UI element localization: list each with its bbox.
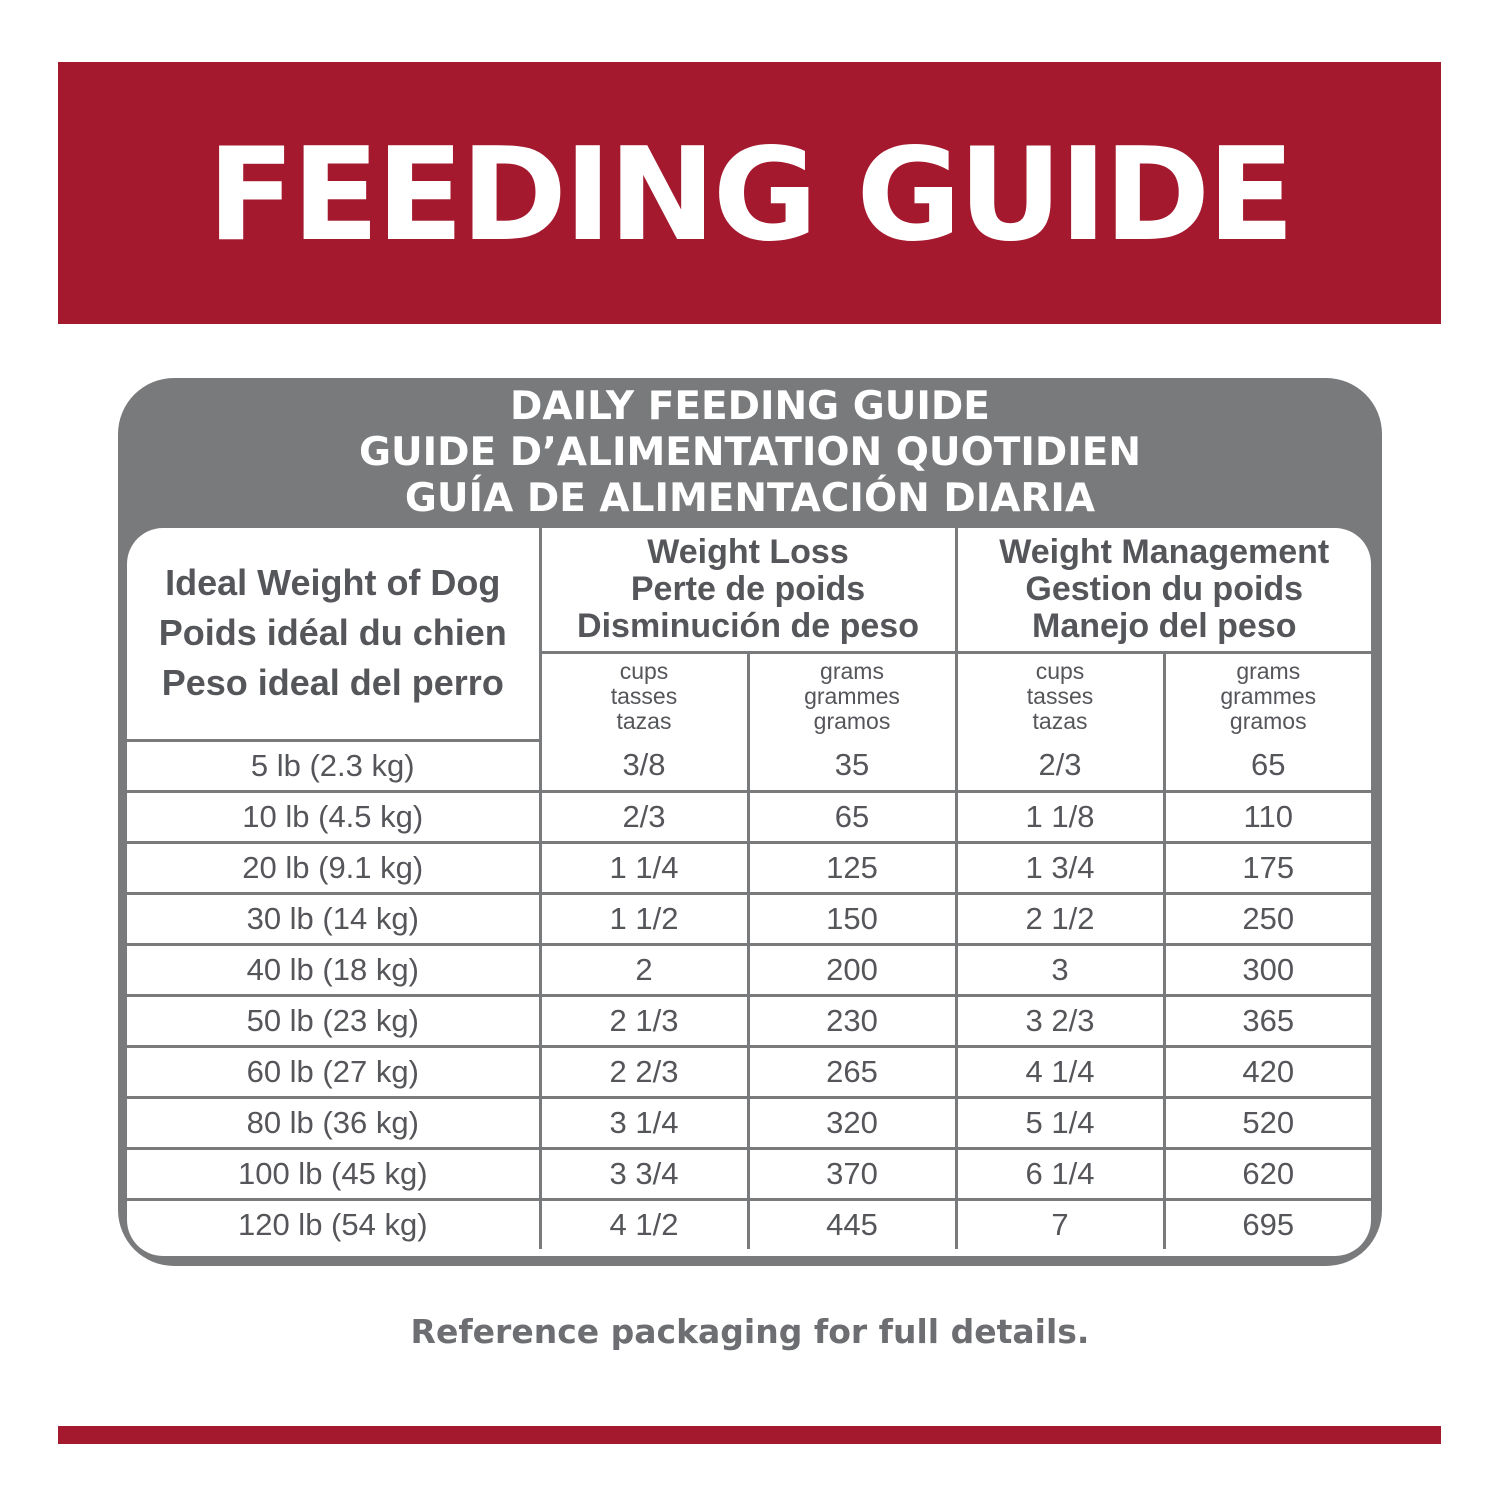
page-title: FEEDING GUIDE [207, 121, 1292, 270]
mgmt-grams-cell: 695 [1164, 1199, 1371, 1249]
table-row [127, 944, 1371, 995]
mgmt-grams-cell: 420 [1164, 1046, 1371, 1097]
weight-cell: 5 lb (2.3 kg) [127, 740, 540, 791]
weight-column-header: Ideal Weight of Dog Poids idéal du chien Peso ideal del perro [127, 528, 540, 740]
weight-cell: 80 lb (36 kg) [127, 1097, 540, 1148]
card-title-line-en: DAILY FEEDING GUIDE [510, 384, 990, 429]
loss-grams-subheader: grams grammes gramos [748, 652, 956, 740]
loss-grams-cell: 230 [748, 995, 956, 1046]
loss-cups-cell: 1 1/2 [540, 893, 748, 944]
weight-cell: 30 lb (14 kg) [127, 893, 540, 944]
mgmt-grams-cell: 175 [1164, 842, 1371, 893]
mgmt-cups-cell: 4 1/4 [956, 1046, 1164, 1097]
mgmt-cups-cell: 1 3/4 [956, 842, 1164, 893]
feeding-table [127, 528, 1371, 1249]
mgmt-cups-cell: 3 [956, 944, 1164, 995]
mgmt-grams-cell: 110 [1164, 791, 1371, 842]
mgmt-cups-cell: 2 1/2 [956, 893, 1164, 944]
loss-grams-cell: 445 [748, 1199, 956, 1249]
mgmt-grams-cell: 65 [1164, 740, 1371, 791]
mgmt-cups-cell: 1 1/8 [956, 791, 1164, 842]
weight-cell: 20 lb (9.1 kg) [127, 842, 540, 893]
mgmt-cups-cell: 5 1/4 [956, 1097, 1164, 1148]
header-banner [58, 62, 1441, 324]
loss-cups-cell: 1 1/4 [540, 842, 748, 893]
loss-grams-cell: 125 [748, 842, 956, 893]
loss-grams-cell: 150 [748, 893, 956, 944]
loss-cups-cell: 2/3 [540, 791, 748, 842]
mgmt-cups-cell: 6 1/4 [956, 1148, 1164, 1199]
loss-grams-cell: 65 [748, 791, 956, 842]
loss-cups-cell: 4 1/2 [540, 1199, 748, 1249]
mgmt-cups-cell: 2/3 [956, 740, 1164, 791]
loss-cups-cell: 3/8 [540, 740, 748, 791]
loss-cups-cell: 2 2/3 [540, 1046, 748, 1097]
mgmt-grams-cell: 365 [1164, 995, 1371, 1046]
loss-grams-cell: 35 [748, 740, 956, 791]
footer-note: Reference packaging for full details. [410, 1312, 1090, 1351]
table-row [127, 1097, 1371, 1148]
weight-cell: 120 lb (54 kg) [127, 1199, 540, 1249]
loss-cups-cell: 3 1/4 [540, 1097, 748, 1148]
weight-cell: 100 lb (45 kg) [127, 1148, 540, 1199]
mgmt-grams-cell: 250 [1164, 893, 1371, 944]
loss-cups-cell: 2 [540, 944, 748, 995]
table-row [127, 842, 1371, 893]
mgmt-cups-subheader: cups tasses tazas [956, 652, 1164, 740]
mgmt-grams-cell: 520 [1164, 1097, 1371, 1148]
weight-cell: 50 lb (23 kg) [127, 995, 540, 1046]
card-title [118, 384, 1382, 522]
card-title-line-es: GUÍA DE ALIMENTACIÓN DIARIA [404, 476, 1096, 521]
weight-cell: 40 lb (18 kg) [127, 944, 540, 995]
loss-cups-cell: 3 3/4 [540, 1148, 748, 1199]
loss-grams-cell: 370 [748, 1148, 956, 1199]
loss-cups-subheader: cups tasses tazas [540, 652, 748, 740]
card-title-line-fr: GUIDE D’ALIMENTATION QUOTIDIEN [358, 430, 1142, 475]
table-row [127, 1046, 1371, 1097]
loss-grams-cell: 265 [748, 1046, 956, 1097]
table-row [127, 1148, 1371, 1199]
loss-cups-cell: 2 1/3 [540, 995, 748, 1046]
weight-cell: 10 lb (4.5 kg) [127, 791, 540, 842]
table-row [127, 1199, 1371, 1249]
table-row [127, 740, 1371, 791]
weight-loss-header: Weight Loss Perte de poids Disminución de peso [540, 528, 956, 652]
loss-grams-cell: 200 [748, 944, 956, 995]
feeding-table-container [127, 528, 1371, 1256]
mgmt-grams-subheader: grams grammes gramos [1164, 652, 1371, 740]
mgmt-grams-cell: 620 [1164, 1148, 1371, 1199]
footer-bar [58, 1426, 1441, 1444]
table-row [127, 791, 1371, 842]
weight-management-header: Weight Management Gestion du poids Manejo del peso [956, 528, 1371, 652]
table-row [127, 893, 1371, 944]
weight-cell: 60 lb (27 kg) [127, 1046, 540, 1097]
feeding-guide-card [118, 378, 1382, 1266]
mgmt-cups-cell: 3 2/3 [956, 995, 1164, 1046]
mgmt-grams-cell: 300 [1164, 944, 1371, 995]
mgmt-cups-cell: 7 [956, 1199, 1164, 1249]
table-row [127, 995, 1371, 1046]
loss-grams-cell: 320 [748, 1097, 956, 1148]
